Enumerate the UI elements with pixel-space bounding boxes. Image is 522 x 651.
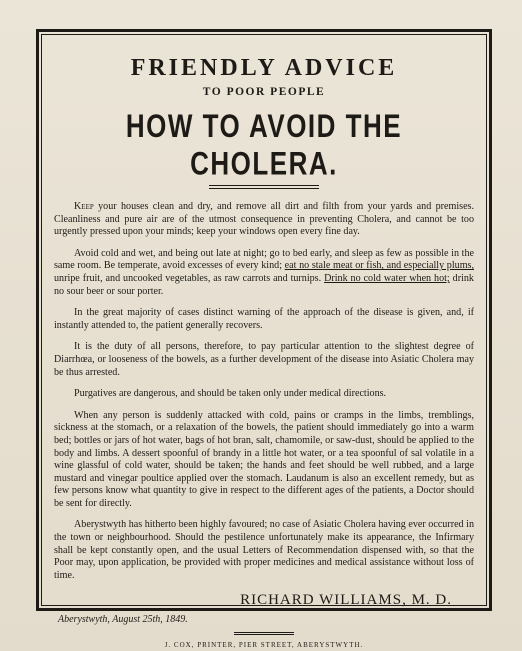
printer-divider bbox=[234, 632, 294, 635]
signature: RICHARD WILLIAMS, M. D. bbox=[240, 592, 452, 609]
paragraph-temperance bbox=[54, 248, 474, 298]
paragraph-text: drink no sour beer or sour porter. bbox=[54, 272, 474, 297]
paragraph-treatment: When any person is suddenly attacked with cold, pains or cramps in the limbs, tremblings, sickness at the stomach, or a relaxation of the bowels, the patient should immediately go into a warm bed; bottles or jars of hot water, bags of hot bran, salt, chamomile, or saw-dust, should be applied to the body and limbs. A dessert spoonful of brandy in a little hot water, or a tea spoonful of sal volatile in a wine glassful of cold water, should be taken; the hands and feet should be well rubbed, and a large mustard and vinegar poultice applied over the stomach. Laudanum is also an excellent remedy, but as few persons know what quantity to give in respect to the different ages of the patients, a Doctor should be sent for directly. bbox=[54, 409, 474, 509]
underlined-warning-water: Drink no cold water when hot; bbox=[324, 272, 450, 284]
paragraph-aberystwyth: Aberystwyth has hitherto been highly favoured; no case of Asiatic Cholera having ever occurred in the town or neighbourhood. Should the pestilence unfortunately make its appearance, the Infirmary shall be kept constantly open, and the usual Letters of Recommendation dispensed with, so that the Poor may, upon application, be provided with proper medicines and medical assistance without loss of time. bbox=[54, 519, 474, 581]
date-line: Aberystwyth, August 25th, 1849. bbox=[58, 614, 188, 626]
paragraph-lead-word: Keep bbox=[74, 201, 94, 212]
paragraph-cleanliness bbox=[54, 201, 474, 239]
notice-content bbox=[54, 50, 474, 649]
paragraph-text: unripe fruit, and uncooked vegetables, as raw carrots and turnips. bbox=[54, 272, 322, 284]
paragraph-text: Avoid cold and wet, and being out late at night; go to bed early, and sleep as few as possible in the same room. Be temperate, avoid excesses of every kind; bbox=[54, 247, 474, 272]
title-divider bbox=[209, 185, 319, 189]
notice-subtitle: TO POOR PEOPLE bbox=[202, 86, 326, 98]
underlined-warning-food: eat no stale meat or fish, and especially plums, bbox=[284, 260, 475, 272]
paragraph-duty: It is the duty of all persons, therefore, to pay particular attention to the slightest degree of Diarrhœa, or looseness of the bowels, as a further development of the disease into Asiatic Cholera may be thus arrested. bbox=[54, 341, 474, 378]
paragraph-purgatives: Purgatives are dangerous, and should be taken only under medical directions. bbox=[74, 388, 387, 400]
notice-title: FRIENDLY ADVICE bbox=[130, 55, 398, 81]
notice-headline: HOW TO AVOID THE CHOLERA. bbox=[125, 107, 403, 182]
paragraph-warning-signs: In the great majority of cases distinct warning of the approach of the disease is given, and, if instantly attended to, the patient generally recovers. bbox=[54, 307, 474, 331]
paragraph-text: your houses clean and dry, and remove all dirt and filth from your yards and premises. Cleanliness and pure air are of the utmost consequence in preventing Cholera, and cannot be too urgently pressed upon your minds; keep your windows open every fine day. bbox=[54, 201, 475, 238]
printer-imprint: J. COX, PRINTER, PIER STREET, ABERYSTWYTH. bbox=[164, 641, 364, 650]
signature-block bbox=[54, 592, 474, 626]
